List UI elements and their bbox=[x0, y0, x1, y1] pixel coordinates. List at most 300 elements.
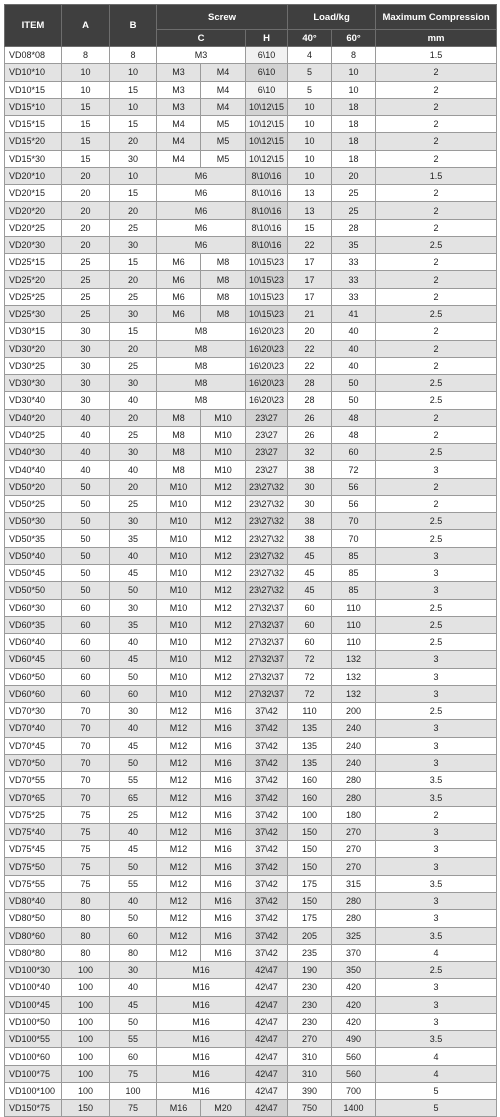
cell-load-40: 10 bbox=[288, 116, 332, 133]
cell-load-40: 38 bbox=[288, 513, 332, 530]
cell-a: 15 bbox=[62, 133, 110, 150]
cell-screw-h: 23\27\32 bbox=[246, 564, 288, 581]
cell-load-40: 22 bbox=[288, 357, 332, 374]
cell-load-40: 150 bbox=[288, 858, 332, 875]
cell-screw-h: 37\42 bbox=[246, 858, 288, 875]
cell-b: 40 bbox=[110, 392, 157, 409]
header-load-40: 40° bbox=[288, 30, 332, 47]
cell-item: VD50*50 bbox=[5, 582, 62, 599]
cell-screw-c2: M16 bbox=[201, 823, 246, 840]
cell-b: 50 bbox=[110, 754, 157, 771]
cell-a: 60 bbox=[62, 668, 110, 685]
table-row bbox=[5, 547, 497, 564]
table-row bbox=[5, 1100, 497, 1117]
cell-load-60: 8 bbox=[332, 47, 376, 64]
table-row bbox=[5, 150, 497, 167]
cell-max-compression: 2 bbox=[376, 185, 497, 202]
cell-max-compression: 2 bbox=[376, 116, 497, 133]
cell-screw-c1: M10 bbox=[157, 478, 201, 495]
table-row bbox=[5, 357, 497, 374]
cell-max-compression: 2 bbox=[376, 133, 497, 150]
cell-b: 35 bbox=[110, 616, 157, 633]
table-row bbox=[5, 1082, 497, 1099]
cell-screw-c1: M8 bbox=[157, 392, 246, 409]
cell-screw-c2: M10 bbox=[201, 426, 246, 443]
cell-screw-c2: M12 bbox=[201, 478, 246, 495]
cell-load-40: 17 bbox=[288, 288, 332, 305]
header-c: C bbox=[157, 30, 246, 47]
cell-load-40: 4 bbox=[288, 47, 332, 64]
cell-screw-c1: M8 bbox=[157, 426, 201, 443]
cell-load-60: 85 bbox=[332, 564, 376, 581]
table-row bbox=[5, 1013, 497, 1030]
cell-screw-c1: M12 bbox=[157, 823, 201, 840]
cell-load-60: 270 bbox=[332, 823, 376, 840]
cell-a: 70 bbox=[62, 703, 110, 720]
cell-load-60: 85 bbox=[332, 547, 376, 564]
cell-load-40: 28 bbox=[288, 375, 332, 392]
cell-screw-c2: M16 bbox=[201, 720, 246, 737]
cell-screw-c2: M12 bbox=[201, 547, 246, 564]
cell-a: 75 bbox=[62, 875, 110, 892]
cell-load-40: 135 bbox=[288, 754, 332, 771]
cell-screw-c2: M16 bbox=[201, 910, 246, 927]
cell-screw-c2: M4 bbox=[201, 81, 246, 98]
cell-screw-c1: M12 bbox=[157, 754, 201, 771]
cell-load-40: 45 bbox=[288, 582, 332, 599]
cell-max-compression: 2.5 bbox=[376, 444, 497, 461]
cell-item: VD15*10 bbox=[5, 98, 62, 115]
cell-load-60: 132 bbox=[332, 685, 376, 702]
cell-b: 75 bbox=[110, 1065, 157, 1082]
cell-load-40: 10 bbox=[288, 150, 332, 167]
cell-load-40: 22 bbox=[288, 236, 332, 253]
cell-screw-c1: M12 bbox=[157, 858, 201, 875]
cell-screw-c1: M10 bbox=[157, 564, 201, 581]
cell-a: 40 bbox=[62, 426, 110, 443]
cell-a: 25 bbox=[62, 254, 110, 271]
cell-load-40: 750 bbox=[288, 1100, 332, 1117]
cell-load-60: 110 bbox=[332, 599, 376, 616]
table-body bbox=[5, 47, 497, 1117]
cell-a: 70 bbox=[62, 789, 110, 806]
cell-b: 25 bbox=[110, 426, 157, 443]
cell-screw-h: 10\15\23 bbox=[246, 271, 288, 288]
cell-b: 15 bbox=[110, 323, 157, 340]
cell-a: 30 bbox=[62, 392, 110, 409]
cell-b: 25 bbox=[110, 495, 157, 512]
cell-b: 30 bbox=[110, 236, 157, 253]
cell-screw-c2: M4 bbox=[201, 98, 246, 115]
cell-load-60: 700 bbox=[332, 1082, 376, 1099]
cell-b: 45 bbox=[110, 564, 157, 581]
cell-item: VD70*30 bbox=[5, 703, 62, 720]
cell-max-compression: 3.5 bbox=[376, 875, 497, 892]
table-row bbox=[5, 98, 497, 115]
cell-a: 60 bbox=[62, 651, 110, 668]
cell-screw-c1: M10 bbox=[157, 668, 201, 685]
cell-screw-c1: M16 bbox=[157, 1048, 246, 1065]
cell-screw-c1: M8 bbox=[157, 409, 201, 426]
cell-screw-c1: M3 bbox=[157, 64, 201, 81]
cell-load-60: 370 bbox=[332, 944, 376, 961]
cell-screw-c1: M10 bbox=[157, 495, 201, 512]
cell-item: VD50*30 bbox=[5, 513, 62, 530]
table-row bbox=[5, 185, 497, 202]
cell-item: VD70*55 bbox=[5, 772, 62, 789]
cell-screw-h: 27\32\37 bbox=[246, 651, 288, 668]
cell-screw-c1: M10 bbox=[157, 651, 201, 668]
cell-item: VD80*50 bbox=[5, 910, 62, 927]
cell-item: VD100*100 bbox=[5, 1082, 62, 1099]
cell-load-40: 190 bbox=[288, 962, 332, 979]
cell-item: VD100*40 bbox=[5, 979, 62, 996]
cell-item: VD30*15 bbox=[5, 323, 62, 340]
cell-b: 15 bbox=[110, 254, 157, 271]
cell-load-60: 270 bbox=[332, 841, 376, 858]
cell-item: VD50*25 bbox=[5, 495, 62, 512]
table-row bbox=[5, 513, 497, 530]
cell-max-compression: 3 bbox=[376, 858, 497, 875]
cell-screw-c2: M16 bbox=[201, 875, 246, 892]
cell-screw-c2: M12 bbox=[201, 651, 246, 668]
cell-load-60: 25 bbox=[332, 202, 376, 219]
cell-screw-c1: M12 bbox=[157, 910, 201, 927]
cell-load-40: 150 bbox=[288, 841, 332, 858]
cell-a: 100 bbox=[62, 1065, 110, 1082]
cell-max-compression: 3 bbox=[376, 720, 497, 737]
table-row bbox=[5, 720, 497, 737]
cell-b: 15 bbox=[110, 185, 157, 202]
cell-screw-h: 23\27 bbox=[246, 409, 288, 426]
table-row bbox=[5, 1065, 497, 1082]
cell-a: 50 bbox=[62, 495, 110, 512]
cell-screw-c2: M5 bbox=[201, 116, 246, 133]
cell-item: VD75*25 bbox=[5, 806, 62, 823]
table-row bbox=[5, 979, 497, 996]
cell-a: 40 bbox=[62, 444, 110, 461]
table-row bbox=[5, 64, 497, 81]
cell-load-60: 35 bbox=[332, 236, 376, 253]
cell-screw-h: 42\47 bbox=[246, 1100, 288, 1117]
cell-screw-h: 8\10\16 bbox=[246, 202, 288, 219]
cell-load-40: 390 bbox=[288, 1082, 332, 1099]
cell-a: 20 bbox=[62, 202, 110, 219]
cell-item: VD50*35 bbox=[5, 530, 62, 547]
cell-screw-c1: M12 bbox=[157, 720, 201, 737]
table-row bbox=[5, 875, 497, 892]
cell-max-compression: 2 bbox=[376, 340, 497, 357]
cell-max-compression: 2.5 bbox=[376, 530, 497, 547]
cell-item: VD80*60 bbox=[5, 927, 62, 944]
cell-screw-c2: M12 bbox=[201, 513, 246, 530]
cell-load-40: 270 bbox=[288, 1031, 332, 1048]
cell-max-compression: 2 bbox=[376, 271, 497, 288]
table-row bbox=[5, 530, 497, 547]
cell-load-60: 56 bbox=[332, 495, 376, 512]
cell-load-60: 420 bbox=[332, 1013, 376, 1030]
cell-b: 40 bbox=[110, 979, 157, 996]
cell-max-compression: 5 bbox=[376, 1100, 497, 1117]
cell-screw-h: 23\27 bbox=[246, 444, 288, 461]
cell-item: VD150*75 bbox=[5, 1100, 62, 1117]
cell-load-40: 60 bbox=[288, 616, 332, 633]
cell-item: VD100*55 bbox=[5, 1031, 62, 1048]
cell-a: 80 bbox=[62, 910, 110, 927]
cell-item: VD40*20 bbox=[5, 409, 62, 426]
cell-load-40: 13 bbox=[288, 185, 332, 202]
table-row bbox=[5, 927, 497, 944]
cell-max-compression: 3 bbox=[376, 547, 497, 564]
table-row bbox=[5, 478, 497, 495]
cell-item: VD20*30 bbox=[5, 236, 62, 253]
cell-b: 40 bbox=[110, 720, 157, 737]
cell-load-60: 33 bbox=[332, 271, 376, 288]
cell-screw-c2: M16 bbox=[201, 944, 246, 961]
cell-b: 15 bbox=[110, 116, 157, 133]
cell-a: 20 bbox=[62, 167, 110, 184]
cell-max-compression: 2.5 bbox=[376, 392, 497, 409]
cell-load-40: 26 bbox=[288, 426, 332, 443]
cell-load-40: 235 bbox=[288, 944, 332, 961]
table-row bbox=[5, 823, 497, 840]
cell-screw-c2: M8 bbox=[201, 288, 246, 305]
table-row bbox=[5, 271, 497, 288]
cell-screw-c2: M10 bbox=[201, 444, 246, 461]
cell-load-40: 160 bbox=[288, 789, 332, 806]
cell-a: 15 bbox=[62, 116, 110, 133]
cell-item: VD60*40 bbox=[5, 634, 62, 651]
table-row bbox=[5, 323, 497, 340]
table-row bbox=[5, 461, 497, 478]
cell-load-40: 205 bbox=[288, 927, 332, 944]
cell-a: 20 bbox=[62, 219, 110, 236]
cell-load-40: 10 bbox=[288, 167, 332, 184]
cell-screw-c2: M12 bbox=[201, 530, 246, 547]
cell-max-compression: 2.5 bbox=[376, 634, 497, 651]
cell-item: VD50*45 bbox=[5, 564, 62, 581]
cell-a: 10 bbox=[62, 64, 110, 81]
cell-item: VD20*25 bbox=[5, 219, 62, 236]
header-b: B bbox=[110, 5, 157, 47]
cell-screw-c1: M12 bbox=[157, 772, 201, 789]
cell-screw-c2: M12 bbox=[201, 564, 246, 581]
cell-screw-h: 37\42 bbox=[246, 720, 288, 737]
cell-screw-h: 6\10 bbox=[246, 47, 288, 64]
cell-screw-h: 10\15\23 bbox=[246, 288, 288, 305]
cell-load-60: 1400 bbox=[332, 1100, 376, 1117]
cell-b: 50 bbox=[110, 858, 157, 875]
cell-b: 20 bbox=[110, 409, 157, 426]
cell-screw-c1: M6 bbox=[157, 305, 201, 322]
cell-screw-c2: M16 bbox=[201, 893, 246, 910]
cell-screw-h: 37\42 bbox=[246, 841, 288, 858]
cell-screw-h: 8\10\16 bbox=[246, 185, 288, 202]
table-row bbox=[5, 685, 497, 702]
cell-a: 70 bbox=[62, 737, 110, 754]
cell-load-60: 41 bbox=[332, 305, 376, 322]
cell-item: VD60*60 bbox=[5, 685, 62, 702]
cell-max-compression: 2 bbox=[376, 357, 497, 374]
cell-load-60: 240 bbox=[332, 720, 376, 737]
cell-load-60: 18 bbox=[332, 150, 376, 167]
cell-max-compression: 2 bbox=[376, 426, 497, 443]
table-row bbox=[5, 737, 497, 754]
cell-screw-c2: M16 bbox=[201, 806, 246, 823]
cell-max-compression: 2 bbox=[376, 806, 497, 823]
cell-b: 45 bbox=[110, 651, 157, 668]
cell-screw-c1: M10 bbox=[157, 616, 201, 633]
cell-a: 25 bbox=[62, 271, 110, 288]
table-row bbox=[5, 375, 497, 392]
cell-screw-c1: M12 bbox=[157, 737, 201, 754]
cell-b: 10 bbox=[110, 98, 157, 115]
cell-load-40: 310 bbox=[288, 1065, 332, 1082]
cell-load-60: 50 bbox=[332, 375, 376, 392]
cell-load-60: 60 bbox=[332, 444, 376, 461]
cell-b: 10 bbox=[110, 167, 157, 184]
cell-screw-c2: M16 bbox=[201, 858, 246, 875]
cell-screw-h: 10\12\15 bbox=[246, 133, 288, 150]
cell-item: VD100*75 bbox=[5, 1065, 62, 1082]
cell-screw-c1: M10 bbox=[157, 513, 201, 530]
cell-load-40: 72 bbox=[288, 685, 332, 702]
cell-load-40: 38 bbox=[288, 461, 332, 478]
cell-max-compression: 3 bbox=[376, 823, 497, 840]
cell-item: VD25*20 bbox=[5, 271, 62, 288]
cell-screw-h: 16\20\23 bbox=[246, 375, 288, 392]
cell-a: 50 bbox=[62, 513, 110, 530]
cell-b: 30 bbox=[110, 375, 157, 392]
cell-b: 55 bbox=[110, 1031, 157, 1048]
cell-screw-c1: M10 bbox=[157, 685, 201, 702]
cell-b: 60 bbox=[110, 685, 157, 702]
cell-load-60: 420 bbox=[332, 996, 376, 1013]
table-row bbox=[5, 651, 497, 668]
cell-screw-c1: M6 bbox=[157, 167, 246, 184]
table-row bbox=[5, 219, 497, 236]
cell-max-compression: 2.5 bbox=[376, 375, 497, 392]
cell-item: VD20*10 bbox=[5, 167, 62, 184]
cell-a: 70 bbox=[62, 720, 110, 737]
cell-b: 75 bbox=[110, 1100, 157, 1117]
cell-b: 100 bbox=[110, 1082, 157, 1099]
cell-screw-h: 23\27 bbox=[246, 461, 288, 478]
table-row bbox=[5, 634, 497, 651]
cell-load-60: 420 bbox=[332, 979, 376, 996]
cell-item: VD70*45 bbox=[5, 737, 62, 754]
cell-screw-h: 10\12\15 bbox=[246, 116, 288, 133]
cell-load-40: 100 bbox=[288, 806, 332, 823]
cell-screw-c1: M12 bbox=[157, 841, 201, 858]
cell-b: 50 bbox=[110, 668, 157, 685]
table-row bbox=[5, 340, 497, 357]
cell-screw-c2: M5 bbox=[201, 150, 246, 167]
cell-screw-h: 10\12\15 bbox=[246, 98, 288, 115]
cell-screw-h: 8\10\16 bbox=[246, 167, 288, 184]
cell-max-compression: 2.5 bbox=[376, 599, 497, 616]
cell-a: 30 bbox=[62, 375, 110, 392]
cell-item: VD70*50 bbox=[5, 754, 62, 771]
cell-screw-c1: M8 bbox=[157, 375, 246, 392]
table-row bbox=[5, 236, 497, 253]
table-row bbox=[5, 616, 497, 633]
cell-screw-h: 8\10\16 bbox=[246, 219, 288, 236]
cell-a: 8 bbox=[62, 47, 110, 64]
cell-max-compression: 2.5 bbox=[376, 703, 497, 720]
cell-screw-h: 42\47 bbox=[246, 1031, 288, 1048]
cell-b: 40 bbox=[110, 893, 157, 910]
cell-load-60: 25 bbox=[332, 185, 376, 202]
cell-screw-c2: M12 bbox=[201, 582, 246, 599]
cell-a: 100 bbox=[62, 1013, 110, 1030]
table-row bbox=[5, 167, 497, 184]
cell-max-compression: 3 bbox=[376, 685, 497, 702]
cell-screw-h: 23\27\32 bbox=[246, 530, 288, 547]
cell-load-60: 325 bbox=[332, 927, 376, 944]
cell-screw-c1: M10 bbox=[157, 599, 201, 616]
cell-load-60: 280 bbox=[332, 893, 376, 910]
cell-max-compression: 3 bbox=[376, 564, 497, 581]
cell-max-compression: 2 bbox=[376, 495, 497, 512]
table-row bbox=[5, 116, 497, 133]
cell-a: 50 bbox=[62, 582, 110, 599]
cell-screw-c1: M6 bbox=[157, 202, 246, 219]
cell-a: 30 bbox=[62, 357, 110, 374]
cell-item: VD100*50 bbox=[5, 1013, 62, 1030]
cell-a: 60 bbox=[62, 616, 110, 633]
cell-item: VD25*25 bbox=[5, 288, 62, 305]
cell-b: 25 bbox=[110, 219, 157, 236]
cell-a: 100 bbox=[62, 1082, 110, 1099]
cell-load-40: 26 bbox=[288, 409, 332, 426]
cell-item: VD60*45 bbox=[5, 651, 62, 668]
cell-b: 25 bbox=[110, 806, 157, 823]
cell-item: VD100*30 bbox=[5, 962, 62, 979]
cell-a: 60 bbox=[62, 634, 110, 651]
header-h: H bbox=[246, 30, 288, 47]
cell-screw-h: 23\27\32 bbox=[246, 478, 288, 495]
cell-b: 20 bbox=[110, 202, 157, 219]
cell-b: 30 bbox=[110, 962, 157, 979]
cell-screw-h: 42\47 bbox=[246, 996, 288, 1013]
cell-screw-c1: M6 bbox=[157, 219, 246, 236]
cell-item: VD75*40 bbox=[5, 823, 62, 840]
cell-b: 30 bbox=[110, 703, 157, 720]
cell-screw-h: 37\42 bbox=[246, 927, 288, 944]
cell-a: 30 bbox=[62, 340, 110, 357]
cell-b: 80 bbox=[110, 944, 157, 961]
cell-a: 70 bbox=[62, 754, 110, 771]
cell-b: 30 bbox=[110, 513, 157, 530]
cell-item: VD50*40 bbox=[5, 547, 62, 564]
cell-load-60: 40 bbox=[332, 357, 376, 374]
cell-load-40: 32 bbox=[288, 444, 332, 461]
cell-a: 100 bbox=[62, 979, 110, 996]
cell-screw-c2: M20 bbox=[201, 1100, 246, 1117]
cell-screw-h: 27\32\37 bbox=[246, 685, 288, 702]
header-item: ITEM bbox=[5, 5, 62, 47]
cell-screw-h: 8\10\16 bbox=[246, 236, 288, 253]
cell-item: VD20*20 bbox=[5, 202, 62, 219]
cell-max-compression: 5 bbox=[376, 1082, 497, 1099]
cell-screw-c1: M6 bbox=[157, 288, 201, 305]
cell-screw-h: 10\15\23 bbox=[246, 305, 288, 322]
cell-screw-c1: M10 bbox=[157, 547, 201, 564]
cell-load-40: 45 bbox=[288, 547, 332, 564]
table-row bbox=[5, 962, 497, 979]
cell-a: 100 bbox=[62, 962, 110, 979]
